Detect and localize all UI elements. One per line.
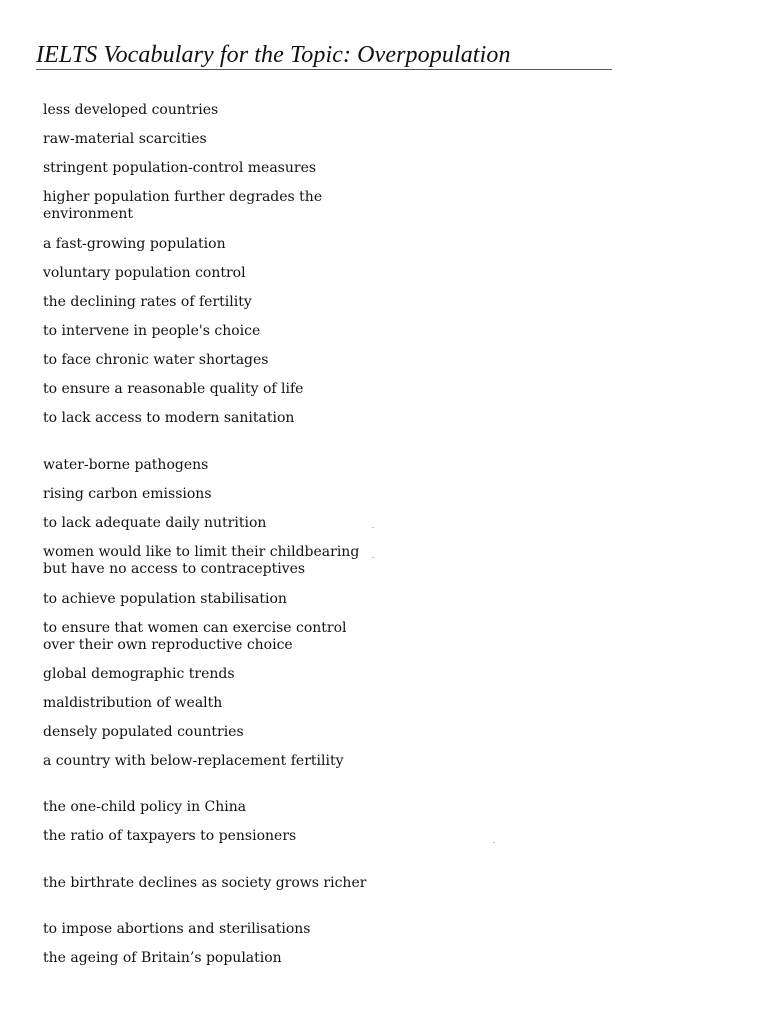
vocabulary-item: less developed countries — [43, 102, 219, 118]
vocabulary-item: a fast-growing population — [43, 236, 226, 252]
vocabulary-item: higher population further degrades the environment — [43, 189, 323, 222]
vocabulary-item: water-borne pathogens — [43, 457, 209, 473]
vocabulary-item: the declining rates of fertility — [43, 294, 252, 310]
vocabulary-item: the ageing of Britain’s population — [43, 950, 282, 966]
vocabulary-item: the birthrate declines as society grows richer — [43, 875, 367, 891]
scan-speck — [372, 557, 374, 558]
vocabulary-item: rising carbon emissions — [43, 486, 212, 502]
vocabulary-item: the ratio of taxpayers to pensioners — [43, 828, 297, 844]
title-underline — [36, 69, 612, 70]
vocabulary-item: densely populated countries — [43, 724, 244, 740]
vocabulary-item: to ensure a reasonable quality of life — [43, 381, 304, 397]
vocabulary-item: to achieve population stabilisation — [43, 591, 287, 607]
vocabulary-item: to ensure that women can exercise control over their own reproductive choice — [43, 620, 347, 653]
vocabulary-item: raw-material scarcities — [43, 131, 207, 147]
vocabulary-item: women would like to limit their childbearing but have no access to contraceptives — [43, 544, 360, 577]
scan-speck — [493, 842, 495, 843]
vocabulary-item: voluntary population control — [43, 265, 246, 281]
vocabulary-item: to face chronic water shortages — [43, 352, 269, 368]
vocabulary-item: to intervene in people's choice — [43, 323, 261, 339]
vocabulary-item: global demographic trends — [43, 666, 235, 682]
vocabulary-item: maldistribution of wealth — [43, 695, 223, 711]
vocabulary-item: to impose abortions and sterilisations — [43, 921, 311, 937]
page-title: IELTS Vocabulary for the Topic: Overpopulation — [36, 42, 511, 68]
vocabulary-item: a country with below-replacement fertility — [43, 753, 344, 769]
vocabulary-item: the one-child policy in China — [43, 799, 247, 815]
vocabulary-item: stringent population-control measures — [43, 160, 317, 176]
scan-speck — [372, 527, 374, 528]
vocabulary-item: to lack adequate daily nutrition — [43, 515, 267, 531]
vocabulary-item: to lack access to modern sanitation — [43, 410, 295, 426]
